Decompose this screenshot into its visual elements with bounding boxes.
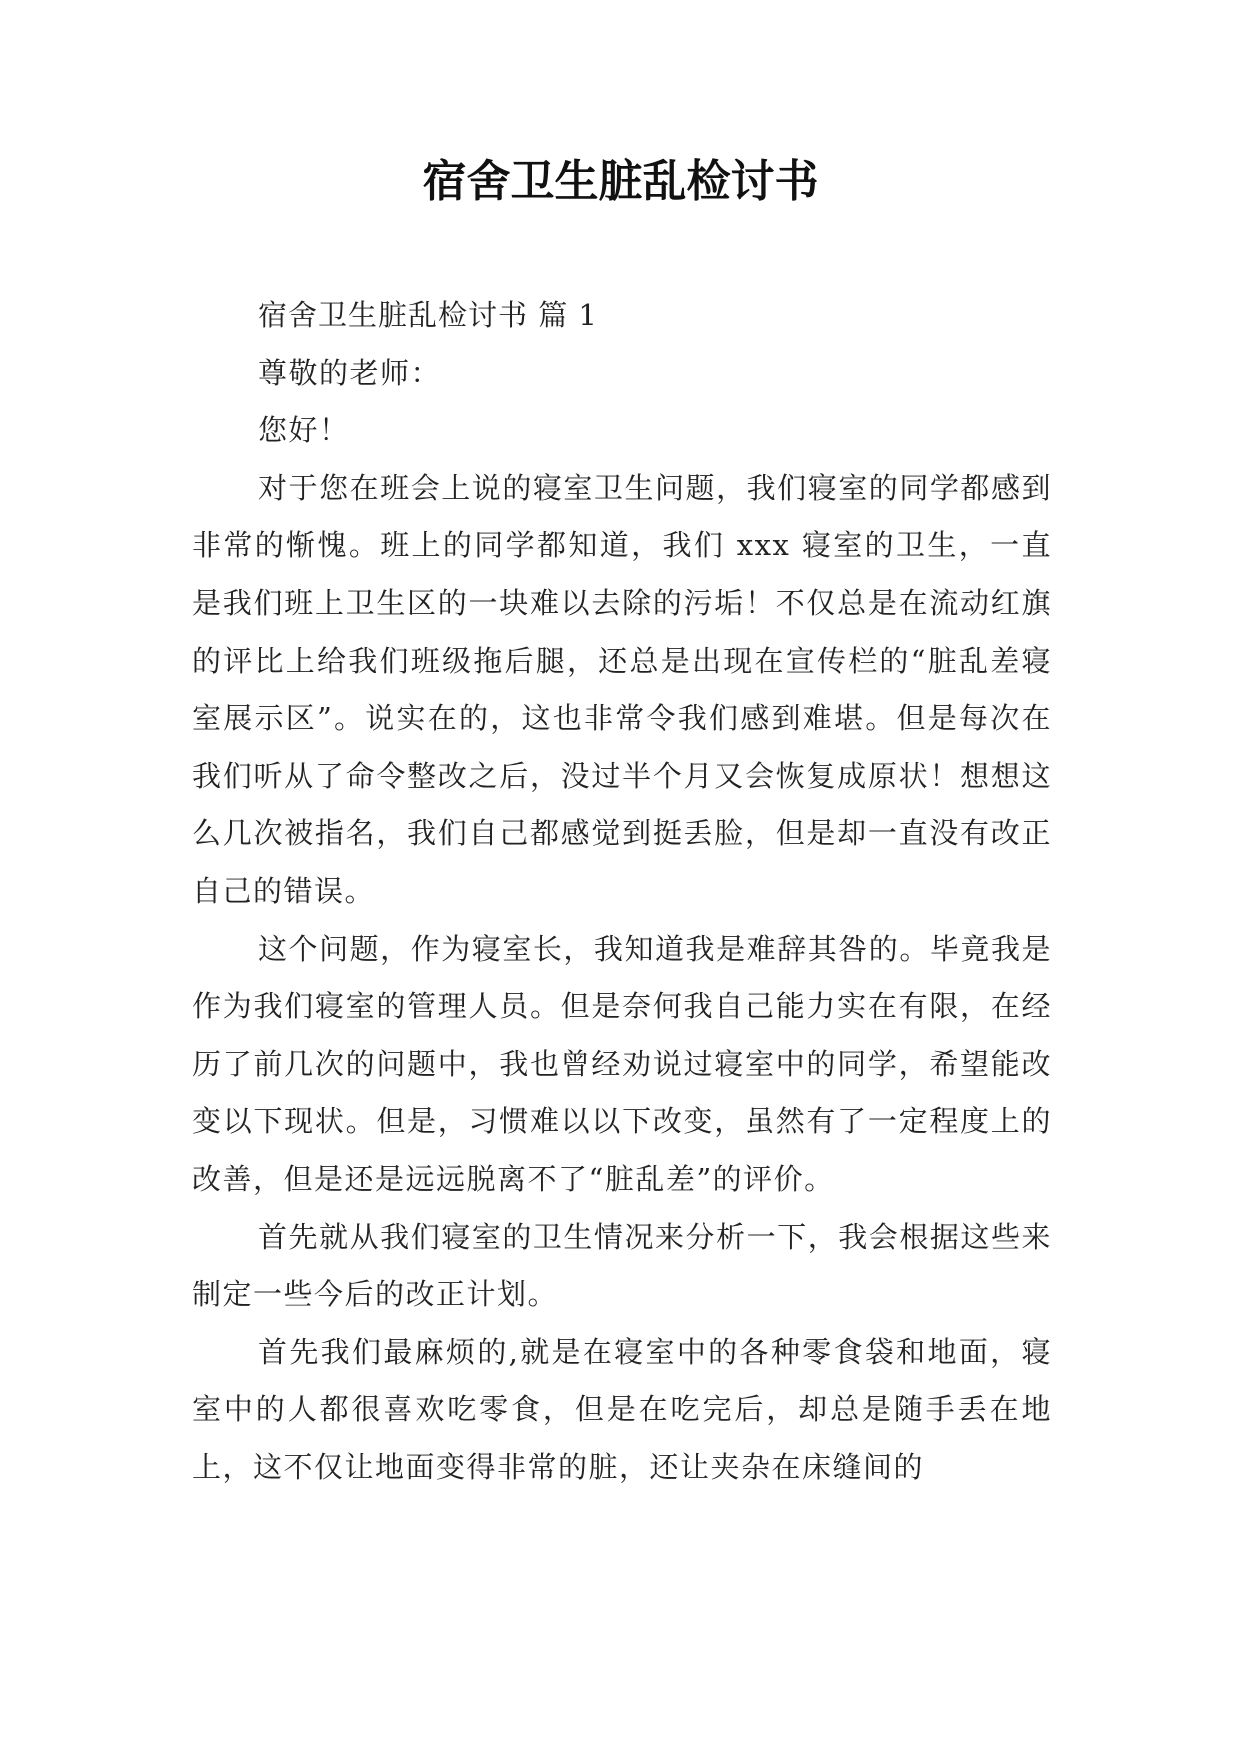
section-heading: 宿舍卫生脏乱检讨书 篇 1 — [258, 298, 598, 332]
document-body — [192, 287, 1052, 1496]
body-paragraph: 首先我们最麻烦的,就是在寝室中的各种零食袋和地面，寝室中的人都很喜欢吃零食，但是在吃完后，却总是随手丢在地上，这不仅让地面变得非常的脏，还让夹杂在床缝间的 — [192, 1334, 1052, 1484]
body-paragraph: 对于您在班会上说的寝室卫生问题，我们寝室的同学都感到非常的惭愧。班上的同学都知道，我们 xxx 寝室的卫生，一直是我们班上卫生区的一块难以去除的污垢！不仅总是在流动红旗的评比上给我们班级拖后腿，还总是出现在宣传栏的“脏乱差寝室展示区”。说实在的，这也非常令我们感到难堪。但是每次在我们听从了命令整改之后，没过半个月又会恢复成原状！想想这么几次被指名，我们自己都感觉到挺丢脸，但是却一直没有改正自己的错误。 — [192, 470, 1052, 908]
body-paragraph: 首先就从我们寝室的卫生情况来分析一下，我会根据这些来制定一些今后的改正计划。 — [192, 1219, 1052, 1312]
document-title: 宿舍卫生脏乱检讨书 — [422, 156, 819, 207]
salutation: 尊敬的老师： — [258, 355, 442, 390]
greeting: 您好！ — [258, 413, 350, 448]
body-paragraph: 这个问题，作为寝室长，我知道我是难辞其咎的。毕竟我是作为我们寝室的管理人员。但是奈何我自己能力实在有限，在经历了前几次的问题中，我也曾经劝说过寝室中的同学，希望能改变以下现状。但是，习惯难以以下改变，虽然有了一定程度上的改善，但是还是远远脱离不了“脏乱差”的评价。 — [192, 931, 1052, 1196]
